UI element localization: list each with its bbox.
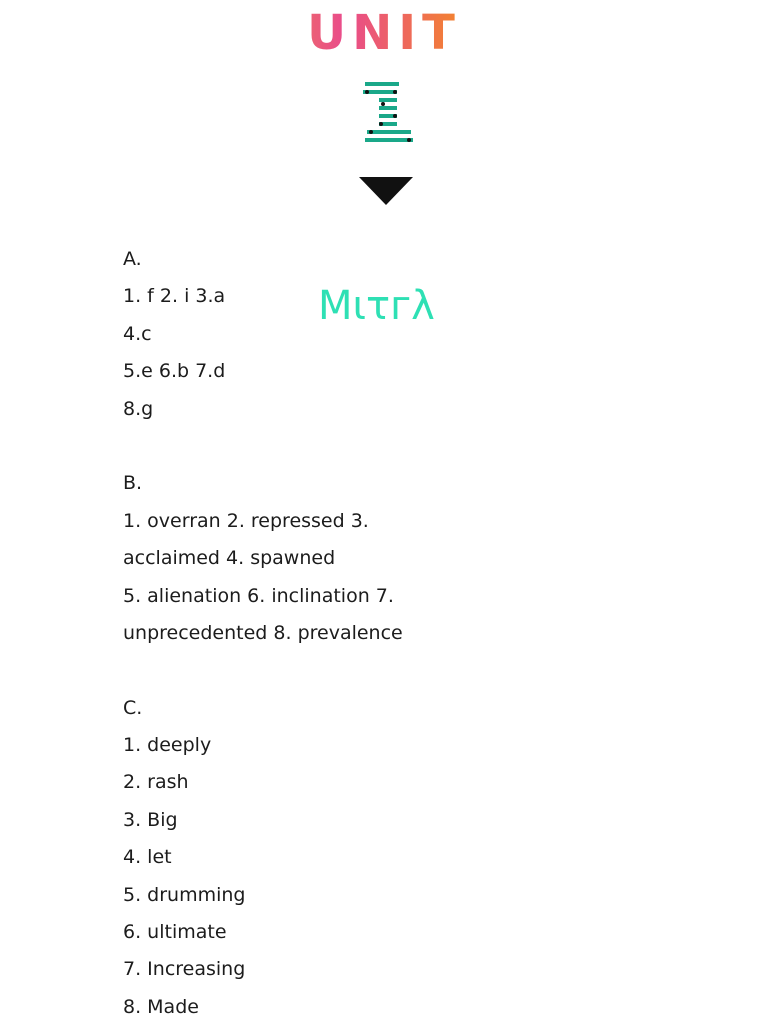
- answer-line: 4.c: [123, 322, 152, 345]
- answer-line: 5. alienation 6. inclination 7.: [123, 584, 394, 607]
- section-spacer: [123, 428, 683, 465]
- answer-line: unprecedented 8. prevalence: [123, 621, 403, 644]
- unit-title: UNIT: [0, 6, 768, 60]
- down-triangle-icon: [358, 176, 414, 206]
- watermark-text: Mιτгλ: [318, 283, 435, 329]
- answer-line: 4. let: [123, 846, 172, 869]
- unit-number-logo: [359, 80, 419, 144]
- section-heading: B.: [123, 472, 143, 495]
- section-spacer: [123, 652, 683, 689]
- answer-line: 6. ultimate: [123, 921, 227, 944]
- section-heading: A.: [123, 248, 142, 270]
- answer-line: 3. Big: [123, 808, 178, 831]
- answer-line: 5.e 6.b 7.d: [123, 360, 226, 383]
- answer-line: 8.g: [123, 397, 154, 420]
- answer-line: 1. deeply: [123, 734, 212, 757]
- section-heading: C.: [123, 696, 143, 719]
- answer-line: 1. overran 2. repressed 3.: [123, 509, 369, 532]
- answer-line: 8. Made: [123, 995, 199, 1018]
- answer-line: 7. Increasing: [123, 958, 246, 981]
- answer-key: [123, 241, 683, 1026]
- answer-line: 2. rash: [123, 771, 189, 794]
- answer-line: 5. drumming: [123, 883, 246, 906]
- section-a: [123, 241, 683, 428]
- answer-line: 1. f 2. i 3.a: [123, 285, 226, 308]
- section-b: [123, 465, 683, 652]
- answer-line: acclaimed 4. spawned: [123, 547, 336, 570]
- section-c: [123, 690, 683, 1026]
